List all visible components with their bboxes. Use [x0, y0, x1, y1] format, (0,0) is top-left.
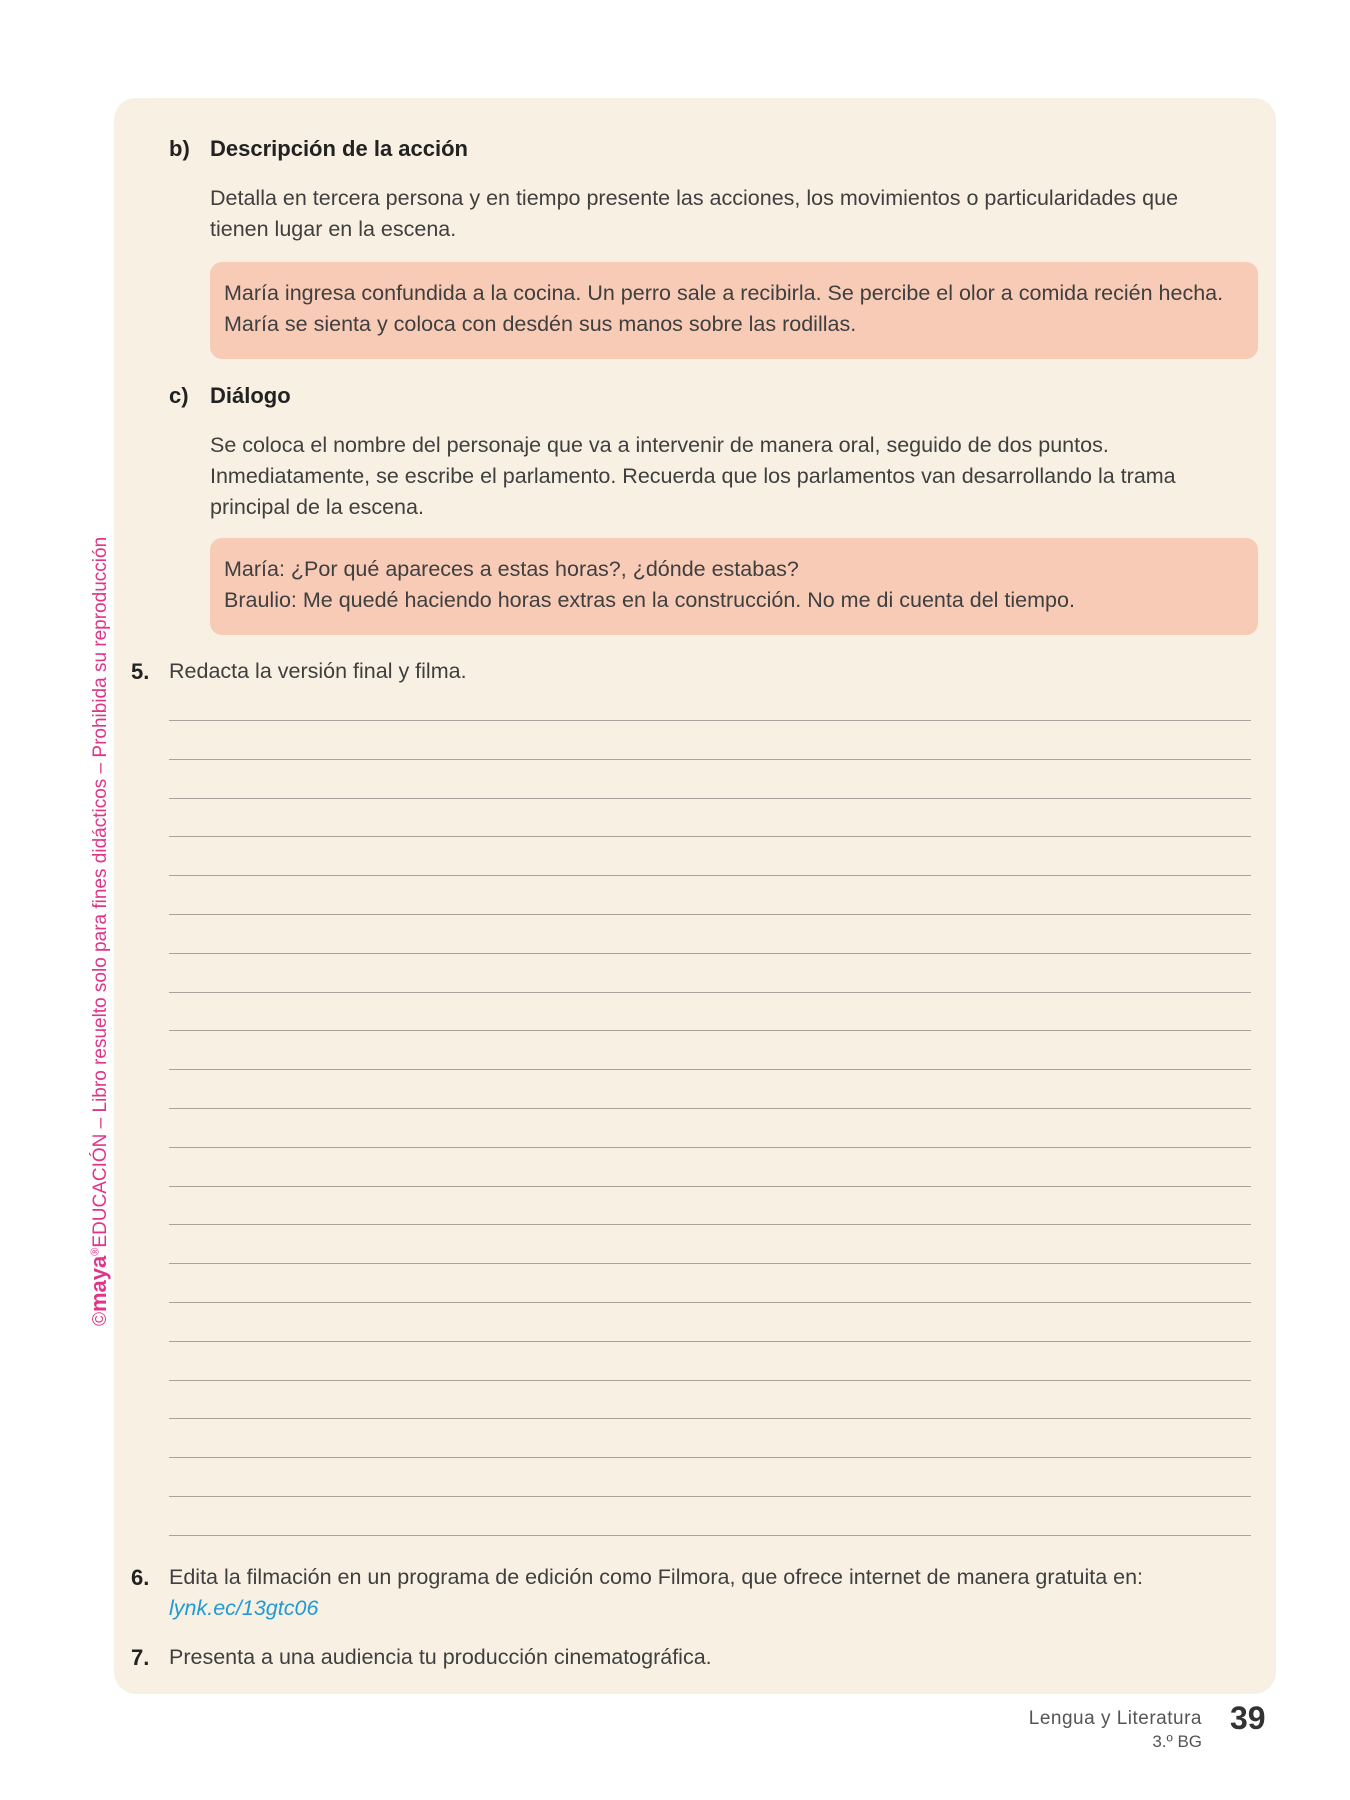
section-c-example-line2: Braulio: Me quedé haciendo horas extras en la construcción. No me di cuenta del tiempo. — [224, 588, 1075, 612]
section-c-letter: c) — [169, 383, 189, 408]
section-b-instructions-line2: tienen lugar en la escena. — [210, 217, 457, 241]
writing-line[interactable] — [169, 992, 1251, 993]
writing-line[interactable] — [169, 914, 1251, 915]
writing-line[interactable] — [169, 720, 1251, 721]
writing-line[interactable] — [169, 1069, 1251, 1070]
writing-line[interactable] — [169, 1535, 1251, 1536]
section-c-instructions-line2: Inmediatamente, se escribe el parlamento. Recuerda que los parlamentos van desarrollando la trama — [210, 464, 1176, 488]
footer-subject: Lengua y Literatura — [1028, 1708, 1202, 1729]
section-b-instructions-line1: Detalla en tercera persona y en tiempo presente las acciones, los movimientos o particularidades que — [210, 186, 1179, 210]
section-c-instructions-line1: Se coloca el nombre del personaje que va a intervenir de manera oral, seguido de dos puntos. — [210, 433, 1109, 457]
section-b-example-line1: María ingresa confundida a la cocina. Un perro sale a recibirla. Se percibe el olor a comida recién hecha. — [224, 281, 1224, 305]
writing-line[interactable] — [169, 1496, 1251, 1497]
writing-line[interactable] — [169, 1341, 1251, 1342]
section-c-instructions — [210, 430, 1176, 523]
writing-line[interactable] — [169, 1147, 1251, 1148]
item-5-text: Redacta la versión final y filma. — [169, 659, 467, 683]
writing-line[interactable] — [169, 1302, 1251, 1303]
section-b-instructions — [210, 183, 1178, 245]
item-6-text: Edita la filmación en un programa de edición como Filmora, que ofrece internet de manera gratuita en: — [169, 1565, 1144, 1589]
writing-line[interactable] — [169, 1030, 1251, 1031]
section-c-example-box — [210, 538, 1258, 635]
section-c-example-line1: María: ¿Por qué apareces a estas horas?, ¿dónde estabas? — [224, 557, 799, 581]
item-6-number: 6. — [131, 1565, 150, 1590]
footer-grade: 3.º BG — [1152, 1732, 1202, 1751]
copyright-notice: EDUCACIÓN – Libro resuelto solo para fines didácticos – Prohibida su reproducción — [90, 536, 111, 1248]
writing-line[interactable] — [169, 1224, 1251, 1225]
copyright-sidebar — [86, 537, 112, 1326]
writing-line[interactable] — [169, 875, 1251, 876]
section-c-heading: Diálogo — [210, 383, 291, 408]
writing-line[interactable] — [169, 1186, 1251, 1187]
section-b-heading: Descripción de la acción — [210, 136, 468, 161]
writing-line[interactable] — [169, 1263, 1251, 1264]
section-b-example-box — [210, 262, 1258, 359]
section-b-example-line2: María se sienta y coloca con desdén sus manos sobre las rodillas. — [224, 312, 857, 336]
section-c-instructions-line3: principal de la escena. — [210, 495, 424, 519]
writing-line[interactable] — [169, 1457, 1251, 1458]
writing-line[interactable] — [169, 836, 1251, 837]
writing-line[interactable] — [169, 1418, 1251, 1419]
writing-line[interactable] — [169, 1380, 1251, 1381]
writing-line[interactable] — [169, 798, 1251, 799]
writing-line[interactable] — [169, 953, 1251, 954]
item-7-number: 7. — [131, 1645, 150, 1670]
item-7-text: Presenta a una audiencia tu producción cinematográfica. — [169, 1645, 712, 1669]
maya-logo: maya — [86, 1255, 111, 1312]
page-number: 39 — [1230, 1700, 1266, 1736]
copyright-symbol: © — [90, 1312, 111, 1326]
item-6-content — [169, 1562, 1143, 1624]
registered-mark: ® — [89, 1247, 102, 1256]
section-b-letter: b) — [169, 136, 190, 161]
writing-line[interactable] — [169, 1108, 1251, 1109]
item-5-number: 5. — [131, 659, 150, 684]
filmora-link[interactable]: lynk.ec/13gtc06 — [169, 1596, 319, 1620]
writing-line[interactable] — [169, 759, 1251, 760]
